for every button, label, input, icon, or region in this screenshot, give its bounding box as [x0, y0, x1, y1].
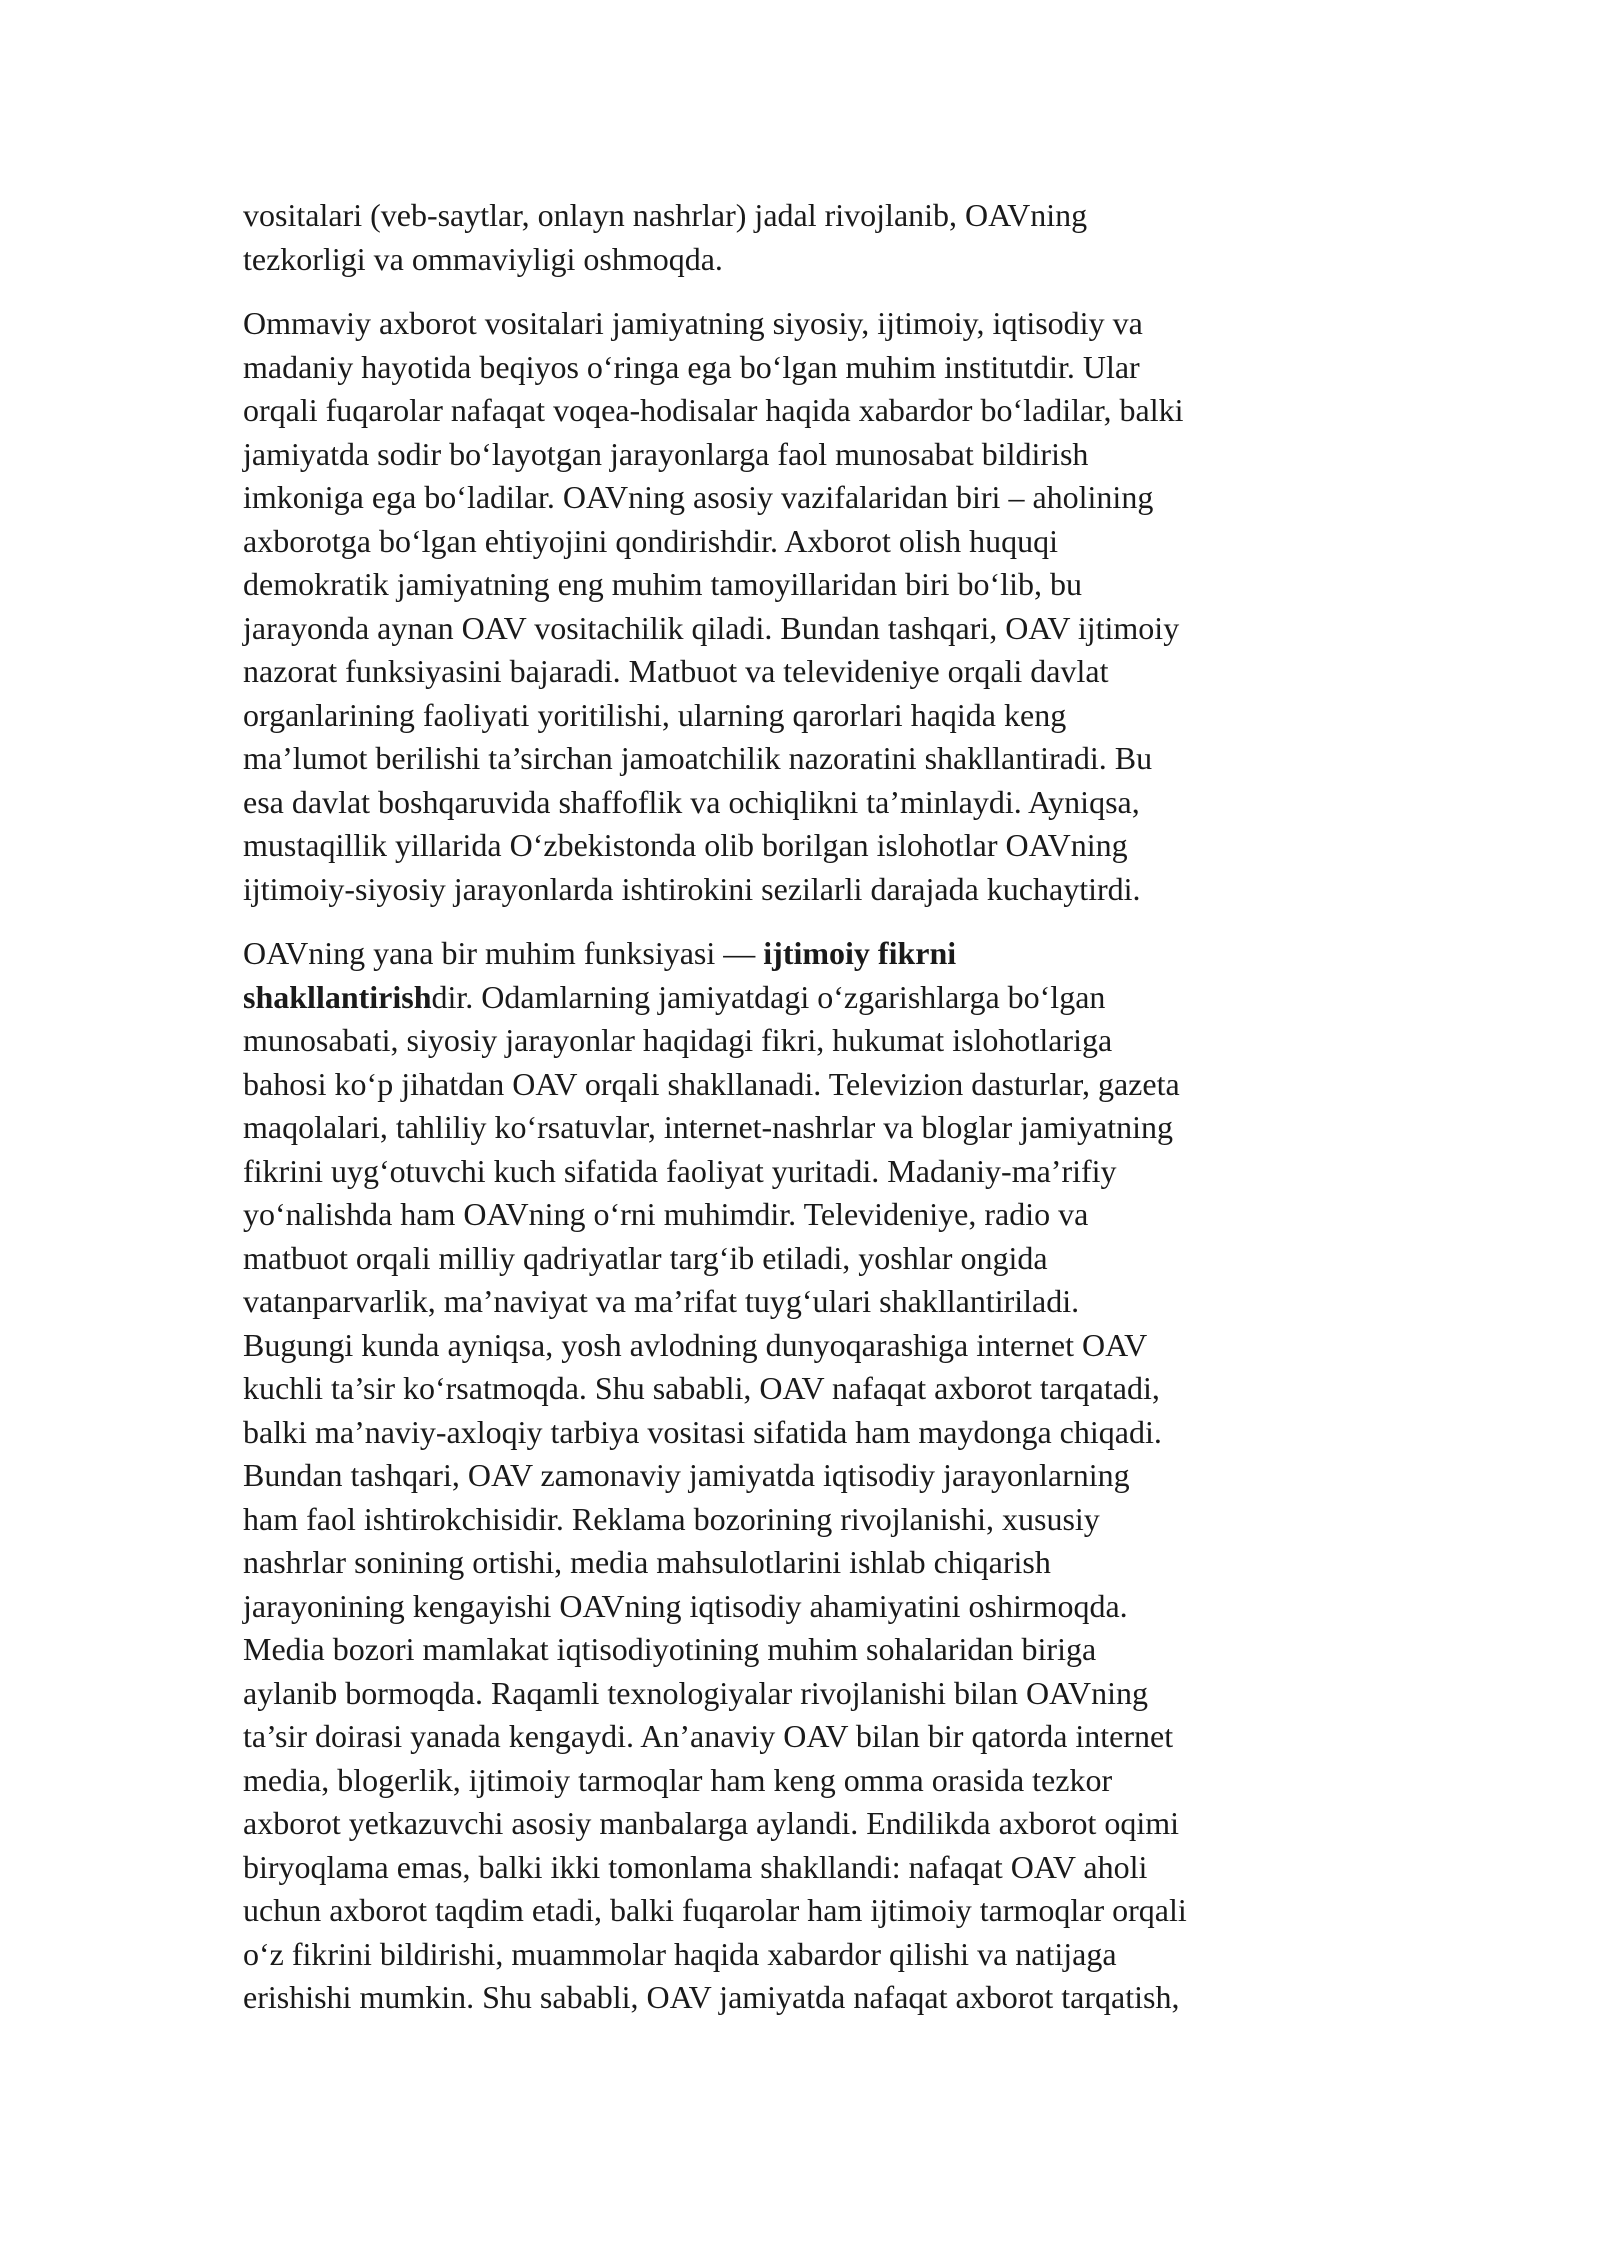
text-line: aylanib bormoqda. Raqamli texnologiyalar rivojlanishi bilan OAVning — [243, 1674, 1149, 1711]
text-line: ijtimoiy-siyosiy jarayonlarda ishtirokini sezilarli darajada kuchaytirdi. — [243, 870, 1141, 907]
text-line: madaniy hayotida beqiyos oʻringa ega boʻlgan muhim institutdir. Ular — [243, 348, 1140, 385]
text-line: Bugungi kunda ayniqsa, yosh avlodning dunyoqarashiga internet OAV — [243, 1326, 1148, 1363]
text-line: ma’lumot berilishi ta’sirchan jamoatchilik nazoratini shakllantiradi. Bu — [243, 740, 1153, 776]
text-line: vositalari (veb-saytlar, onlayn nashrlar) jadal rivojlanib, OAVning — [243, 197, 1088, 233]
text-line: nashrlar sonining ortishi, media mahsulotlarini ishlab chiqarish — [243, 1544, 1051, 1580]
text-line: uchun axborot taqdim etadi, balki fuqarolar ham ijtimoiy tarmoqlar orqali — [243, 1892, 1187, 1928]
text-run: OAVning yana bir muhim funksiyasi — — [243, 935, 764, 971]
paragraph-2 — [243, 302, 1383, 911]
bold-term: ijtimoiy fikrni — [763, 935, 957, 971]
text-line: tezkorligi va ommaviyligi oshmoqda. — [243, 240, 723, 277]
text-line: munosabati, siyosiy jarayonlar haqidagi fikri, hukumat islohotlariga — [243, 1022, 1113, 1058]
paragraph-1 — [243, 194, 1383, 281]
text-line: imkoniga ega boʻladilar. OAVning asosiy vazifalaridan biri – aholining — [243, 479, 1154, 515]
text-line: jarayonining kengayishi OAVning iqtisodiy ahamiyatini oshirmoqda. — [243, 1587, 1128, 1624]
text-line: kuchli ta’sir koʻrsatmoqda. Shu sababli, OAV nafaqat axborot tarqatadi, — [243, 1370, 1160, 1406]
text-line: biryoqlama emas, balki ikki tomonlama shakllandi: nafaqat OAV aholi — [243, 1848, 1148, 1885]
text-line: yoʻnalishda ham OAVning oʻrni muhimdir. Televideniye, radio va — [243, 1196, 1089, 1232]
text-line: ta’sir doirasi yanada kengaydi. An’anaviy OAV bilan bir qatorda internet — [243, 1718, 1174, 1754]
text-line: bahosi koʻp jihatdan OAV orqali shakllanadi. Televizion dasturlar, gazeta — [243, 1065, 1180, 1102]
text-line: axborotga boʻlgan ehtiyojini qondirishdir. Axborot olish huquqi — [243, 522, 1059, 559]
text-line: organlarining faoliyati yoritilishi, ularning qarorlari haqida keng — [243, 696, 1067, 733]
text-line: media, blogerlik, ijtimoiy tarmoqlar ham keng omma orasida tezkor — [243, 1761, 1113, 1798]
text-line: maqolalari, tahliliy koʻrsatuvlar, internet-nashrlar va bloglar jamiyatning — [243, 1109, 1173, 1145]
text-line: Ommaviy axborot vositalari jamiyatning siyosiy, ijtimoiy, iqtisodiy va — [243, 305, 1143, 341]
text-line: Bundan tashqari, OAV zamonaviy jamiyatda iqtisodiy jarayonlarning — [243, 1457, 1130, 1493]
text-line: jamiyatda sodir boʻlayotgan jarayonlarga faol munosabat bildirish — [243, 435, 1089, 472]
text-line: jarayonda aynan OAV vositachilik qiladi. Bundan tashqari, OAV ijtimoiy — [243, 609, 1180, 646]
text-line: matbuot orqali milliy qadriyatlar targʻib etiladi, yoshlar ongida — [243, 1239, 1048, 1276]
paragraph-3 — [243, 932, 1383, 2020]
text-line — [243, 976, 1383, 1020]
text-line: oʻz fikrini bildirishi, muammolar haqida xabardor qilishi va natijaga — [243, 1935, 1117, 1972]
text-line: vatanparvarlik, ma’naviyat va ma’rifat tuygʻulari shakllantiriladi. — [243, 1283, 1080, 1319]
text-line: ham faol ishtirokchisidir. Reklama bozorining rivojlanishi, xususiy — [243, 1500, 1100, 1537]
bold-term: shakllantirish — [243, 978, 432, 1015]
text-line: demokratik jamiyatning eng muhim tamoyillaridan biri boʻlib, bu — [243, 566, 1082, 602]
text-line: axborot yetkazuvchi asosiy manbalarga aylandi. Endilikda axborot oqimi — [243, 1805, 1180, 1841]
text-line: erishishi mumkin. Shu sababli, OAV jamiyatda nafaqat axborot tarqatish, — [243, 1979, 1180, 2015]
text-line: fikrini uygʻotuvchi kuch sifatida faoliyat yuritadi. Madaniy-ma’rifiy — [243, 1152, 1117, 1189]
text-line: nazorat funksiyasini bajaradi. Matbuot va televideniye orqali davlat — [243, 653, 1109, 689]
text-run: dir. Odamlarning jamiyatdagi oʻzgarishlarga boʻlgan — [431, 978, 1106, 1015]
text-line: esa davlat boshqaruvida shaffoflik va ochiqlikni ta’minlaydi. Ayniqsa, — [243, 783, 1140, 820]
text-line: mustaqillik yillarida Oʻzbekistonda olib borilgan islohotlar OAVning — [243, 827, 1128, 863]
document-body — [243, 194, 1383, 2041]
text-line: balki ma’naviy-axloqiy tarbiya vositasi sifatida ham maydonga chiqadi. — [243, 1413, 1162, 1450]
text-line — [243, 932, 1383, 976]
text-line: Media bozori mamlakat iqtisodiyotining muhim sohalaridan biriga — [243, 1631, 1097, 1667]
text-line: orqali fuqarolar nafaqat voqea-hodisalar haqida xabardor boʻladilar, balki — [243, 392, 1184, 428]
